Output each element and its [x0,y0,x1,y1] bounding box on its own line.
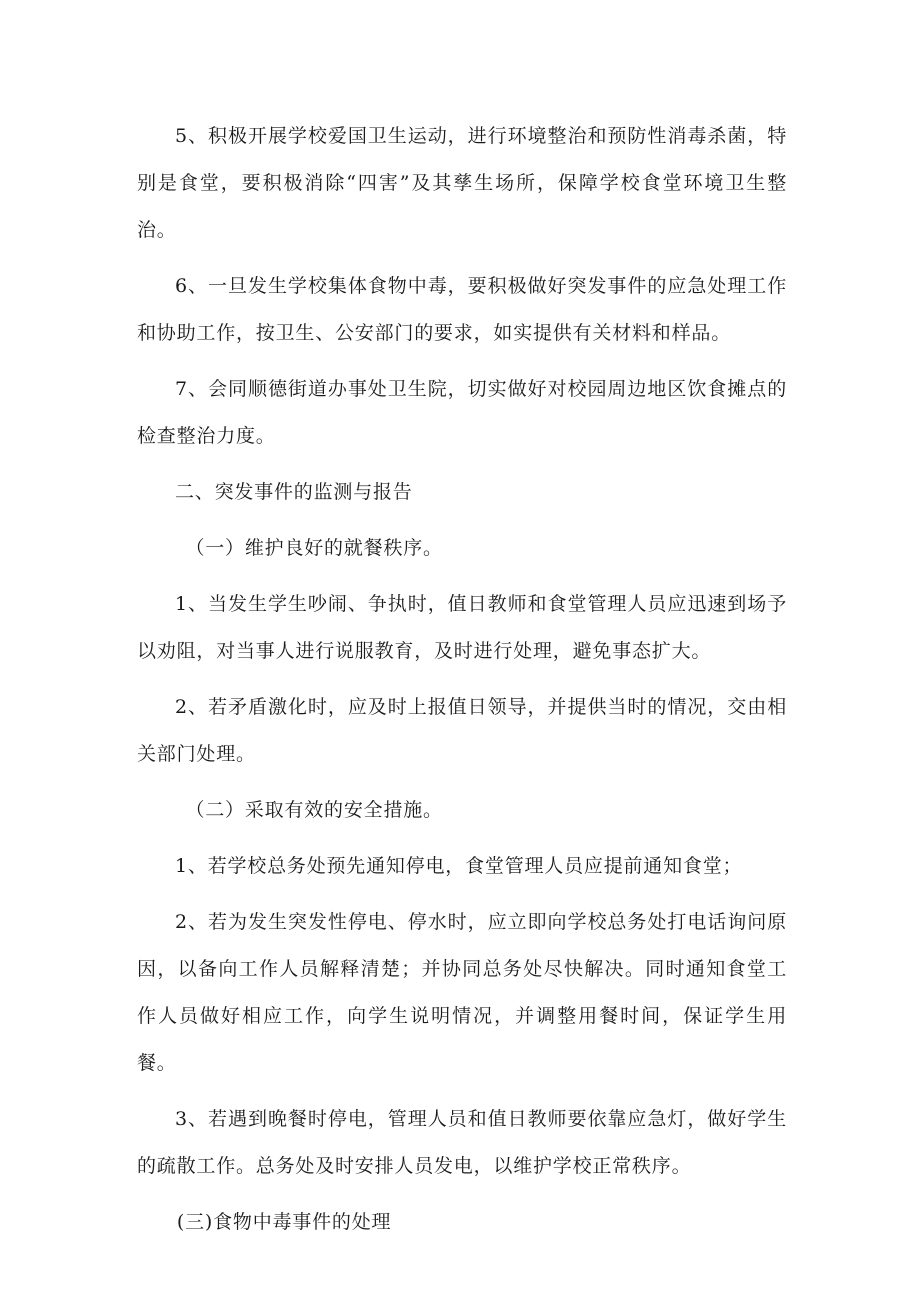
paragraph-safety-3: 3、若遇到晚餐时停电，管理人员和值日教师要依靠应急灯，做好学生的疏散工作。总务处及时安排人员发电，以维护学校正常秩序。 [137,1108,787,1177]
paragraph-dining-2: 2、若矛盾激化时，应及时上报值日领导，并提供当时的情况，交由相关部门处理。 [137,696,787,765]
paragraph-item-5: 5、积极开展学校爱国卫生运动，进行环境整治和预防性消毒杀菌，特别是食堂，要积极消除“四害”及其孳生场所，保障学校食堂环境卫生整治。 [137,125,787,241]
document-body [137,113,787,1246]
section-heading-monitoring: 二、突发事件的监测与报告 [175,481,413,503]
subsection-heading-safety-measures: （二）采取有效的安全措施。 [185,799,443,821]
paragraph-safety-1: 1、若学校总务处预先通知停电，食堂管理人员应提前通知食堂； [175,855,743,877]
paragraph-item-7: 7、会同顺德街道办事处卫生院，切实做好对校园周边地区饮食摊点的检查整治力度。 [137,378,787,447]
paragraph-dining-1: 1、当发生学生吵闹、争执时，值日教师和食堂管理人员应迅速到场予以劝阻，对当事人进行说服教育，及时进行处理，避免事态扩大。 [137,593,787,662]
paragraph-safety-2: 2、若为发生突发性停电、停水时，应立即向学校总务处打电话询问原因，以备向工作人员解释清楚；并协同总务处尽快解决。同时通知食堂工作人员做好相应工作，向学生说明情况，并调整用餐时间，保证学生用餐。 [137,911,787,1074]
subsection-heading-dining-order: （一）维护良好的就餐秩序。 [185,537,443,559]
paragraph-item-6: 6、一旦发生学校集体食物中毒，要积极做好突发事件的应急处理工作和协助工作，按卫生、公安部门的要求，如实提供有关材料和样品。 [137,275,787,344]
subsection-heading-food-poisoning: (三)食物中毒事件的处理 [176,1211,392,1233]
